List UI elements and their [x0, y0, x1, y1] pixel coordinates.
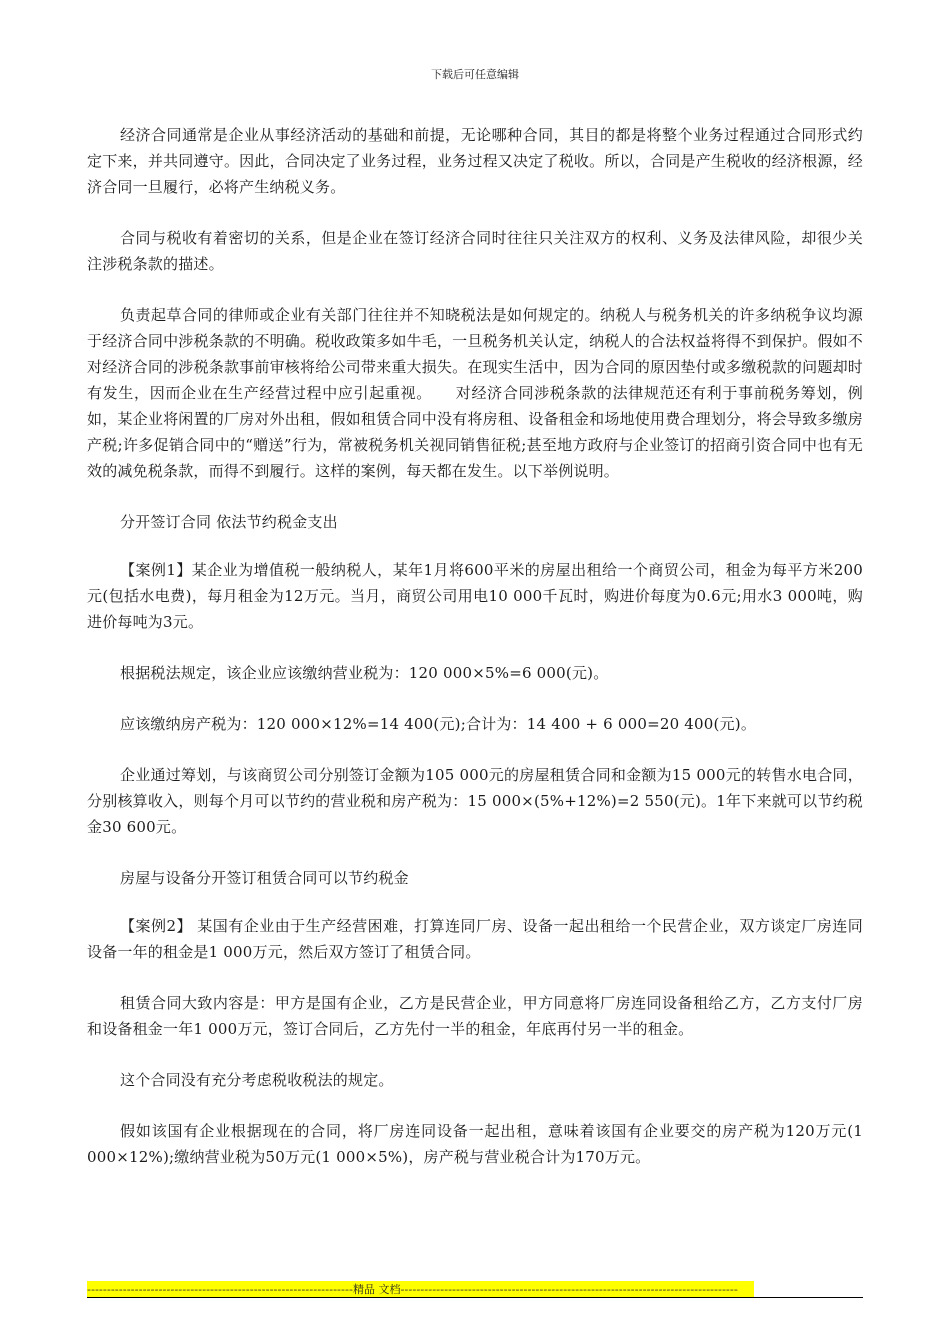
- footer-right-dashes: -------------------------------------------------------------------------------------: [400, 1283, 738, 1296]
- paragraph-lease-content: 租赁合同大致内容是：甲方是国有企业，乙方是民营企业，甲方同意将厂房连同设备租给乙方，乙方支付厂房和设备租金一年1 000万元，签订合同后，乙方先付一半的租金，年底再付另一半的租金。: [87, 994, 863, 1038]
- paragraph-planning-savings: 企业通过筹划，与该商贸公司分别签订金额为105 000元的房屋租赁合同和金额为15 000元的转售水电合同，分别核算收入，则每个月可以节约的营业税和房产税为：15 000×(5%+12%)=2 550(元)。1年下来就可以节约税金30 600元。: [87, 766, 863, 836]
- footer-watermark-bar: [87, 1281, 754, 1298]
- paragraph-business-tax-calc: 根据税法规定，该企业应该缴纳营业税为：120 000×5%=6 000(元)。: [120, 664, 609, 682]
- document-body: [87, 122, 863, 1195]
- footer-left-dashes: -------------------------------------------------------------------: [87, 1283, 353, 1296]
- paragraph-case-1: 【案例1】某企业为增值税一般纳税人，某年1月将600平米的房屋出租给一个商贸公司，租金为每平方米200元(包括水电费)，每月租金为12万元。当月，商贸公司用电10 000千瓦时，购进价每度为0.6元;用水3 000吨，购进价每吨为3元。: [87, 561, 863, 631]
- page-header: 下载后可任意编辑: [431, 68, 519, 81]
- footer-rule: [87, 1297, 863, 1298]
- paragraph-property-tax-calc: 应该缴纳房产税为：120 000×12%=14 400(元);合计为：14 400 + 6 000=20 400(元)。: [120, 715, 757, 733]
- section-heading-lease-split: 房屋与设备分开签订租赁合同可以节约税金: [120, 869, 409, 887]
- section-heading-separate-contracts: 分开签订合同 依法节约税金支出: [120, 513, 338, 531]
- paragraph-tax-total: 假如该国有企业根据现在的合同，将厂房连同设备一起出租，意味着该国有企业要交的房产税为120万元(1 000×12%);缴纳营业税为50万元(1 000×5%)，房产税与营业税合计为170万元。: [87, 1122, 863, 1166]
- paragraph-drafting-issues: 负责起草合同的律师或企业有关部门往往并不知晓税法是如何规定的。纳税人与税务机关的许多纳税争议均源于经济合同中涉税条款的不明确。税收政策多如牛毛，一旦税务机关认定，纳税人的合法权益将得不到保护。假如不对经济合同的涉税条款事前审核将给公司带来重大损失。在现实生活中，因为合同的原因垫付或多缴税款的问题却时有发生，因而企业在生产经营过程中应引起重视。 对经济合同涉税条款的法律规范还有利于事前税务筹划，例如，某企业将闲置的厂房对外出租，假如租赁合同中没有将房租、设备租金和场地使用费合理划分，将会导致多缴房产税;许多促销合同中的“赠送”行为，常被税务机关视同销售征税;甚至地方政府与企业签订的招商引资合同中也有无效的减免税条款，而得不到履行。这样的案例，每天都在发生。以下举例说明。: [87, 306, 863, 480]
- paragraph-intro: 经济合同通常是企业从事经济活动的基础和前提，无论哪种合同，其目的都是将整个业务过程通过合同形式约定下来，并共同遵守。因此，合同决定了业务过程，业务过程又决定了税收。所以，合同是产生税收的经济根源，经济合同一旦履行，必将产生纳税义务。: [87, 126, 863, 196]
- footer-label: 精品 文档: [352, 1283, 401, 1296]
- paragraph-contract-flaw: 这个合同没有充分考虑税收税法的规定。: [120, 1071, 394, 1089]
- paragraph-case-2: 【案例2】 某国有企业由于生产经营困难，打算连同厂房、设备一起出租给一个民营企业，双方谈定厂房连同设备一年的租金是1 000万元，然后双方签订了租赁合同。: [87, 917, 863, 961]
- paragraph-contract-tax-relation: 合同与税收有着密切的关系，但是企业在签订经济合同时往往只关注双方的权利、义务及法律风险，却很少关注涉税条款的描述。: [87, 229, 863, 273]
